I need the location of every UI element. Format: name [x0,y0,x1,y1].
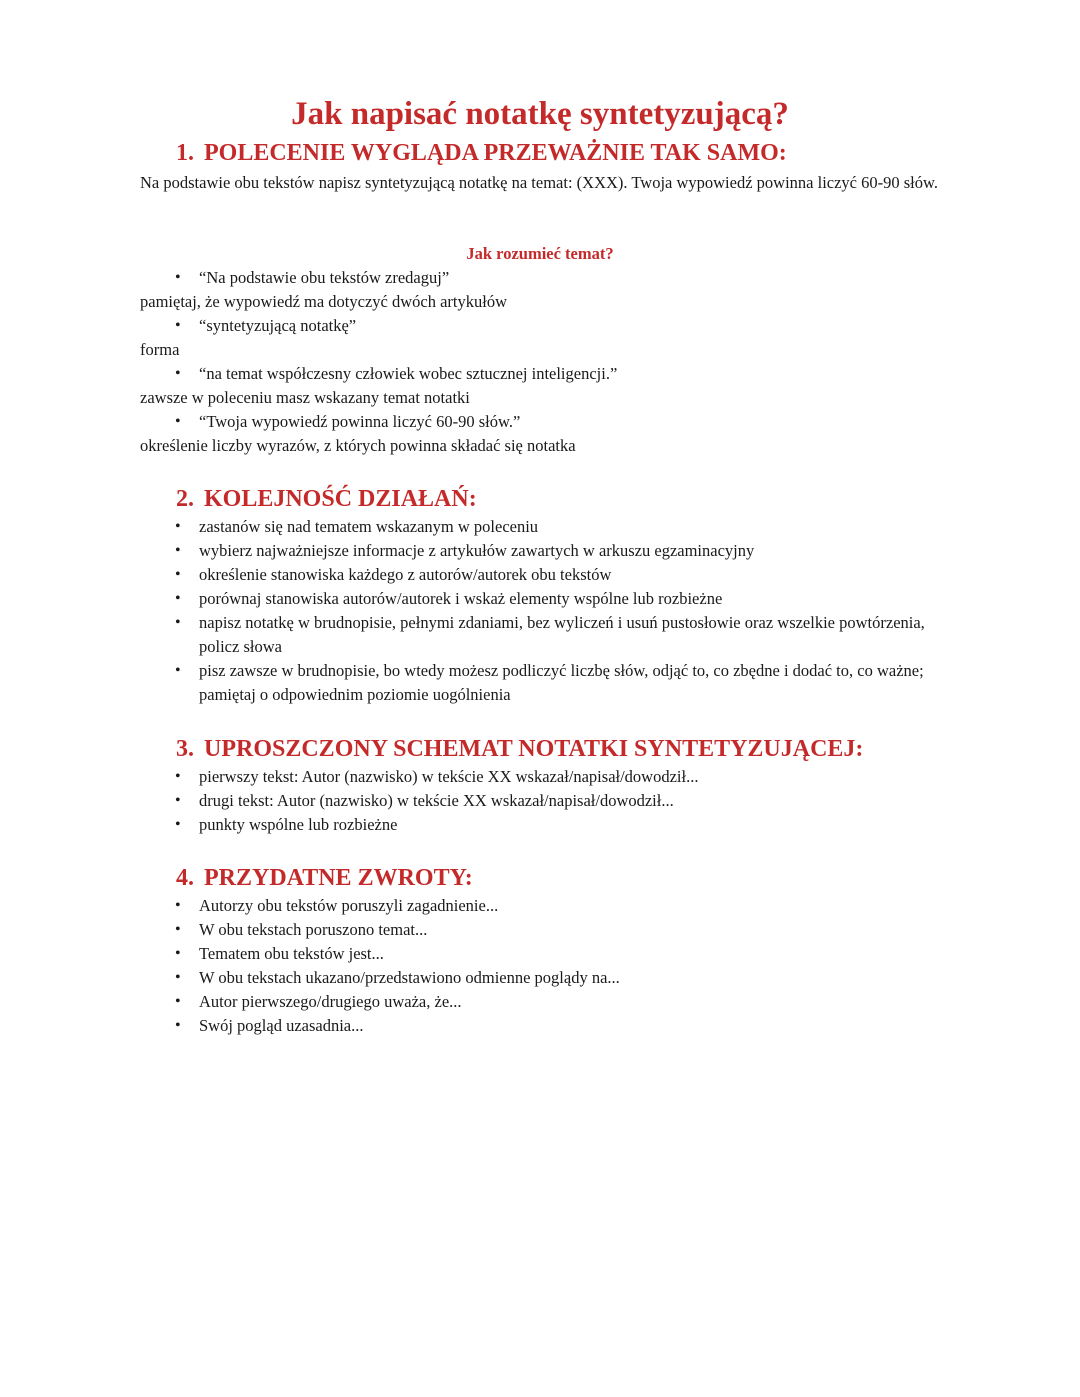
quote-text: “Na podstawie obu tekstów zredaguj” [199,268,450,287]
bullet-icon: • [175,768,181,785]
section1-heading [176,138,787,168]
list-item: • Swój pogląd uzasadnia... [0,1014,939,1038]
list-item: • W obu tekstach poruszono temat... [0,918,939,942]
bullet-icon: • [175,792,181,809]
quote-text: “na temat współczesny człowiek wobec sztucznej inteligencji.” [199,364,618,383]
bullet-icon: • [175,816,181,833]
list-item: • wybierz najważniejsze informacje z artykułów zawartych w arkuszu egzaminacyjny [0,539,939,563]
page-title: Jak napisać notatkę syntetyzującą? [291,96,789,132]
section2-heading-text: KOLEJNOŚĆ DZIAŁAŃ: [204,486,477,512]
list-item: • napisz notatkę w brudnopisie, pełnymi zdaniami, bez wyliczeń i usuń pustosłowie oraz wszelkie powtórzenia, policz słowa [175,613,925,656]
section3-heading-text: UPROSZCZONY SCHEMAT NOTATKI SYNTETYZUJĄCEJ: [204,736,864,762]
section1-intro: Na podstawie obu tekstów napisz syntetyzującą notatkę na temat: (XXX). Twoja wypowiedź powinna liczyć 60-90 słów. [140,173,938,192]
section1-heading-text: POLECENIE WYGLĄDA PRZEWAŻNIE TAK SAMO: [204,140,787,166]
list-item: • Tematem obu tekstów jest... [0,942,939,966]
list-item: • Autorzy obu tekstów poruszyli zagadnienie... [0,894,939,918]
list-item: • zastanów się nad tematem wskazanym w poleceniu [0,515,939,539]
list-item: • określenie stanowiska każdego z autorów/autorek obu tekstów [0,563,939,587]
section1-quote-list-4 [0,410,939,434]
list-item: • punkty wspólne lub rozbieżne [0,813,939,837]
list-item [0,362,939,386]
bullet-icon: • [175,518,181,535]
bullet-icon: • [175,993,181,1010]
section2-heading [176,484,477,514]
quote-explanation: pamiętaj, że wypowiedź ma dotyczyć dwóch artykułów [140,292,507,311]
section3-number: 3. [176,736,194,762]
bullet-icon: • [175,662,181,679]
quote-explanation: zawsze w poleceniu masz wskazany temat notatki [140,388,470,407]
bullet-icon: • [175,897,181,914]
list-item: • Autor pierwszego/drugiego uważa, że... [0,990,939,1014]
list-item: • porównaj stanowiska autorów/autorek i wskaż elementy wspólne lub rozbieżne [0,587,939,611]
bullet-icon: • [175,1017,181,1034]
section2-number: 2. [176,486,194,512]
section2-list [0,515,939,707]
list-item: • drugi tekst: Autor (nazwisko) w tekście XX wskazał/napisał/dowodził... [0,789,939,813]
bullet-icon: • [175,921,181,938]
bullet-icon: • [175,614,181,631]
bullet-icon: • [175,269,181,286]
section1-quote-list-3 [0,362,939,386]
quote-text: “syntetyzującą notatkę” [199,316,357,335]
section3-list [0,765,939,837]
quote-explanation: forma [140,340,180,359]
list-item: • pisz zawsze w brudnopisie, bo wtedy możesz podliczyć liczbę słów, odjąć to, co zbędne i dodać to, co ważne; pamiętaj o odpowiednim poziomie uogólnienia [175,661,924,704]
bullet-icon: • [175,969,181,986]
quote-explanation: określenie liczby wyrazów, z których powinna składać się notatka [140,436,576,455]
bullet-icon: • [175,542,181,559]
bullet-icon: • [175,590,181,607]
section4-heading-text: PRZYDATNE ZWROTY: [204,865,473,891]
bullet-icon: • [175,365,181,382]
list-item: • W obu tekstach ukazano/przedstawiono odmienne poglądy na... [0,966,939,990]
section3-heading [176,734,863,764]
list-item: • pierwszy tekst: Autor (nazwisko) w tekście XX wskazał/napisał/dowodził... [0,765,939,789]
section4-list [0,894,939,1038]
quote-text: “Twoja wypowiedź powinna liczyć 60-90 słów.” [199,412,521,431]
bullet-icon: • [175,566,181,583]
bullet-icon: • [175,317,181,334]
list-item [0,410,939,434]
bullet-icon: • [175,413,181,430]
list-item [0,314,939,338]
section1-quote-list-1 [0,266,939,290]
section1-subheading: Jak rozumieć temat? [466,244,614,263]
list-item [0,266,939,290]
section1-quote-list-2 [0,314,939,338]
bullet-icon: • [175,945,181,962]
section4-heading [176,863,473,893]
section4-number: 4. [176,865,194,891]
section1-number: 1. [176,140,194,166]
